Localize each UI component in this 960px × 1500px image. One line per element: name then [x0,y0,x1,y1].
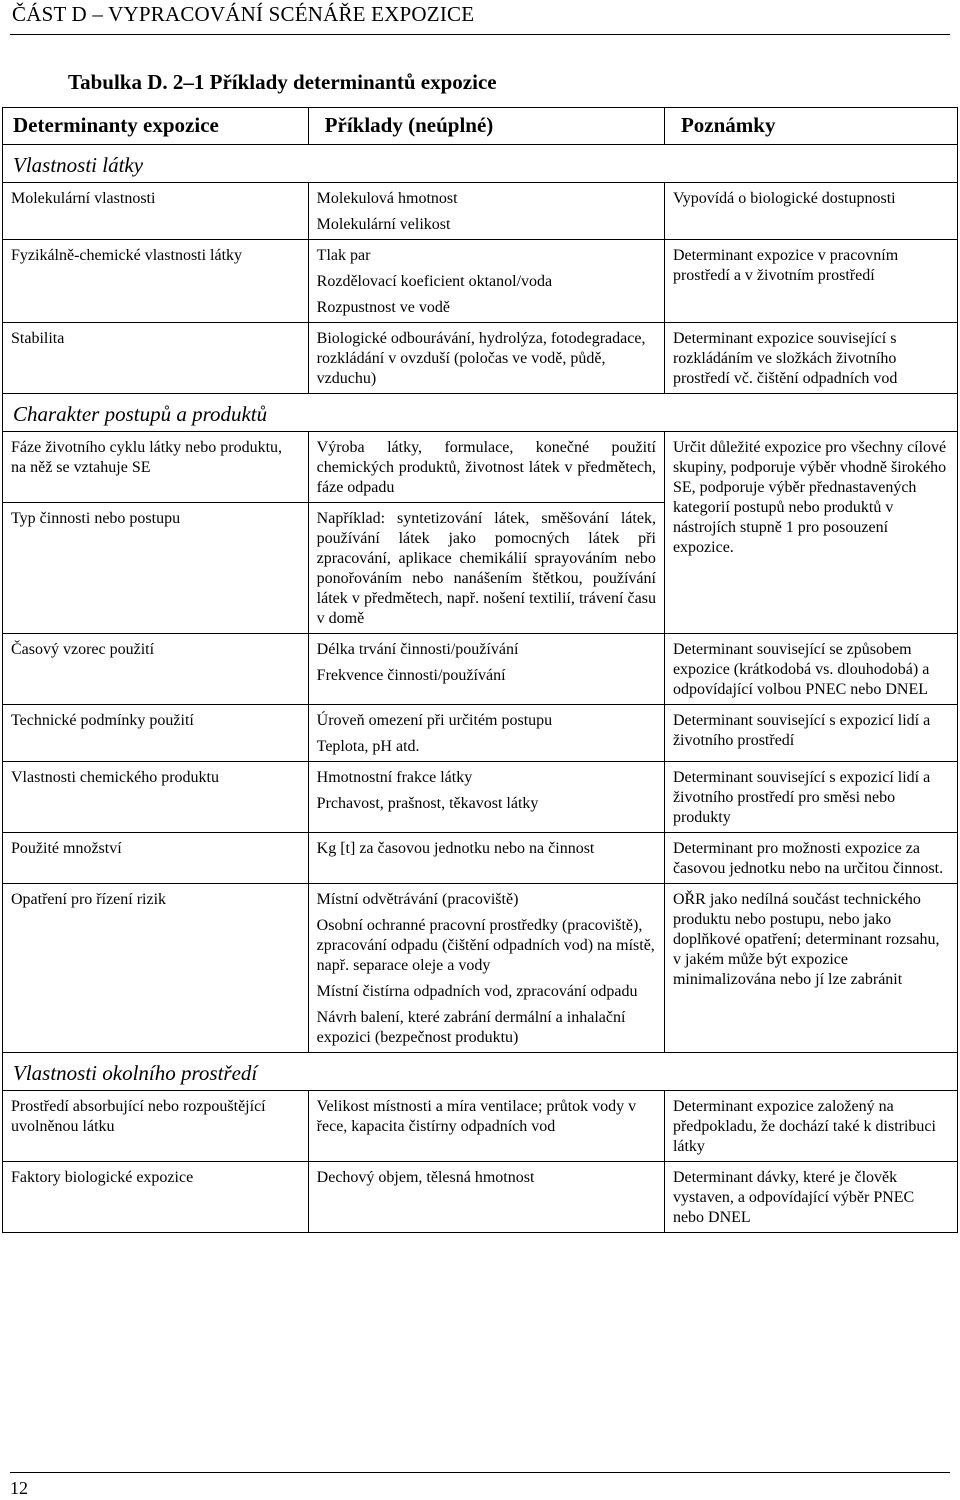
note-line: Determinant expozice související s rozkládáním ve složkách životního prostředí vč. čištění odpadních vod [672,330,898,387]
table-row [3,1091,958,1162]
determinant-cell: Molekulární vlastnosti [3,183,309,240]
examples-cell [308,240,664,323]
table-row [3,432,958,503]
examples-cell [308,183,664,240]
determinant-cell: Prostředí absorbující nebo rozpouštějící uvolněnou látku [3,1091,309,1162]
table-row [3,1162,958,1233]
section-header-row [3,394,958,432]
notes-cell [664,884,957,1053]
example-line: Dechový objem, tělesná hmotnost [316,1169,535,1186]
determinant-cell: Faktory biologické expozice [3,1162,309,1233]
section-title: Vlastnosti látky [3,145,958,183]
example-line: Délka trvání činnosti/používání [316,641,519,658]
determinant-cell: Fyzikálně-chemické vlastnosti látky [3,240,309,323]
note-line: Vypovídá o biologické dostupnosti [672,190,896,207]
notes-cell [664,634,957,705]
examples-cell [308,762,664,833]
example-line: Biologické odbourávání, hydrolýza, fotodegradace, rozkládání v ovzduší (poločas ve vodě, půdě, vzduchu) [316,330,646,387]
example-line: Kg [t] za časovou jednotku nebo na činnost [316,840,595,857]
column-header-notes: Poznámky [664,108,957,145]
notes-cell [664,240,957,323]
note-line: Determinant související s expozicí lidí a životního prostředí [672,712,931,749]
example-line: Teplota, pH atd. [316,738,420,755]
notes-cell [664,1162,957,1233]
example-line: Velikost místnosti a míra ventilace; průtok vody v řece, kapacita čistírny odpadních vod [316,1098,637,1135]
note-line: Determinant expozice v pracovním prostředí a v životním prostředí [672,247,899,284]
example-line: Rozpustnost ve vodě [316,299,450,316]
table-body [3,145,958,1233]
determinant-cell: Použité množství [3,833,309,884]
table-row [3,183,958,240]
note-line: Determinant související se způsobem expozice (krátkodobá vs. dlouhodobá) a odpovídající volbou PNEC nebo DNEL [672,641,930,698]
example-line: Například: syntetizování látek, směšování látek, používání látek jako pomocných látek při zpracování, aplikace chemikálií sprayováním nebo ponořováním nebo nanášením štětkou, používání látek v předmětech, např. nošení textilií, trávení času v domě [316,510,656,627]
example-line: Molekulární velikost [316,216,451,233]
header-divider [10,34,950,35]
table-row [3,634,958,705]
notes-cell [664,183,957,240]
notes-cell [664,1091,957,1162]
example-line: Místní čistírna odpadních vod, zpracování odpadu [316,983,638,1000]
note-line: Determinant dávky, které je člověk vystaven, a odpovídající výběr PNEC nebo DNEL [672,1169,915,1226]
determinant-cell: Stabilita [3,323,309,394]
determinant-cell: Opatření pro řízení rizik [3,884,309,1053]
notes-cell [664,705,957,762]
determinant-cell: Typ činnosti nebo postupu [3,503,309,634]
note-line: Determinant související s expozicí lidí a životního prostředí pro směsi nebo produkty [672,769,931,826]
note-line: Determinant pro možnosti expozice za časovou jednotku nebo na určitou činnost. [672,840,944,877]
note-line: Determinant expozice založený na předpokladu, že dochází také k distribuci látky [672,1098,936,1155]
examples-cell [308,705,664,762]
table-row [3,762,958,833]
example-line: Frekvence činnosti/používání [316,667,506,684]
page-number: 12 [10,1478,28,1498]
determinant-cell: Technické podmínky použití [3,705,309,762]
table-header-row [3,108,958,145]
example-line: Hmotnostní frakce látky [316,769,473,786]
section-title: Charakter postupů a produktů [3,394,958,432]
example-line: Místní odvětrávání (pracoviště) [316,891,519,908]
determinant-cell: Časový vzorec použití [3,634,309,705]
section-title: Vlastnosti okolního prostředí [3,1053,958,1091]
examples-cell [308,323,664,394]
table-row [3,323,958,394]
table-row [3,884,958,1053]
determinant-cell: Vlastnosti chemického produktu [3,762,309,833]
examples-cell [308,833,664,884]
notes-cell [664,833,957,884]
column-header-determinants: Determinanty expozice [3,108,309,145]
examples-cell [308,1091,664,1162]
note-line: Určit důležité expozice pro všechny cílové skupiny, podporuje výběr vhodně širokého SE, podporuje výběr přednastavených kategorií postupů nebo produktů v nástrojích stupně 1 pro posouzení expozice. [672,439,947,556]
table-row [3,833,958,884]
examples-cell [308,884,664,1053]
examples-cell [308,432,664,503]
section-header-row [3,1053,958,1091]
determinant-cell: Fáze životního cyklu látky nebo produktu, na něž se vztahuje SE [3,432,309,503]
notes-cell [664,323,957,394]
example-line: Molekulová hmotnost [316,190,458,207]
section-header-row [3,145,958,183]
example-line: Rozdělovací koeficient oktanol/voda [316,273,553,290]
table-row [3,705,958,762]
example-line: Osobní ochranné pracovní prostředky (pracoviště), zpracování odpadu (čištění odpadních vod) na místě, např. separace oleje a vody [316,917,655,974]
footer-divider [10,1472,950,1473]
table-caption: Tabulka D. 2–1 Příklady determinantů expozice [68,70,497,94]
example-line: Úroveň omezení při určitém postupu [316,712,553,729]
examples-cell [308,634,664,705]
column-header-examples: Příklady (neúplné) [308,108,664,145]
notes-cell [664,432,957,634]
note-line: OŘR jako nedílná součást technického produktu nebo postupu, nebo jako doplňkové opatření; determinant rozsahu, v jakém může být expozice minimalizována nebo jí lze zabránit [672,891,940,988]
example-line: Návrh balení, které zabrání dermální a inhalační expozici (bezpečnost produktu) [316,1009,626,1046]
examples-cell [308,503,664,634]
examples-cell [308,1162,664,1233]
running-header: ČÁST D – VYPRACOVÁNÍ SCÉNÁŘE EXPOZICE [12,2,475,26]
example-line: Prchavost, prašnost, těkavost látky [316,795,539,812]
determinants-table [2,107,958,1233]
example-line: Výroba látky, formulace, konečné použití chemických produktů, životnost látek v předmětech, fáze odpadu [316,439,656,496]
example-line: Tlak par [316,247,371,264]
table-row [3,240,958,323]
notes-cell [664,762,957,833]
